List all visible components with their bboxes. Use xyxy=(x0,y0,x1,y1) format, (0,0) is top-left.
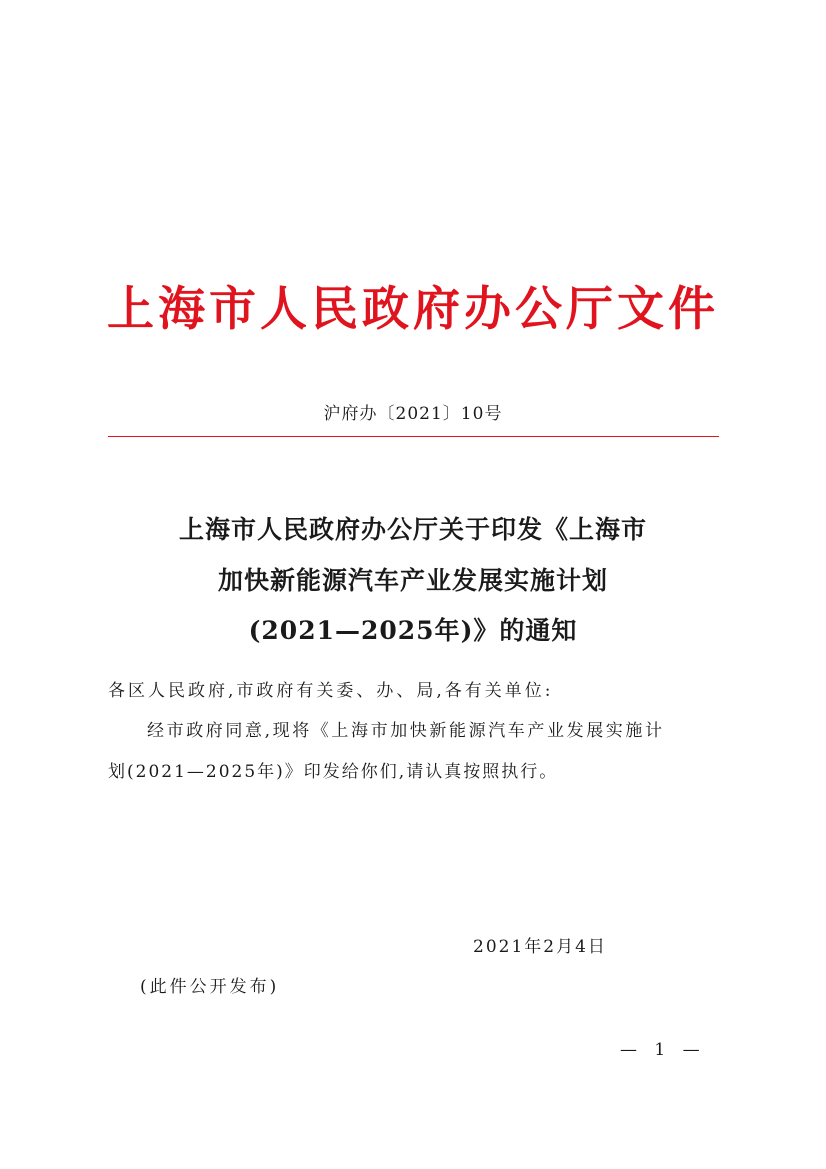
body-paragraph-line-1: 经市政府同意,现将《上海市加快新能源汽车产业发展实施计 xyxy=(147,721,665,741)
issue-date: 2021年2月4日 xyxy=(473,937,607,957)
issuer-title: 上海市人民政府办公厅文件 xyxy=(107,282,719,337)
document-number: 沪府办〔2021〕10号 xyxy=(323,404,503,424)
publication-note: (此件公开发布) xyxy=(140,977,280,997)
addressee-line: 各区人民政府,市政府有关委、办、局,各有关单位: xyxy=(108,681,554,701)
page-number: — 1 — xyxy=(620,1040,706,1060)
document-title-line-3: (2021—2025年)》的通知 xyxy=(248,616,578,645)
document-title-line-2: 加快新能源汽车产业发展实施计划 xyxy=(217,566,608,595)
red-divider-line xyxy=(108,436,719,437)
body-paragraph-line-2: 划(2021—2025年)》印发给你们,请认真按照执行。 xyxy=(108,762,559,782)
document-title-line-1: 上海市人民政府办公厅关于印发《上海市 xyxy=(178,515,647,544)
